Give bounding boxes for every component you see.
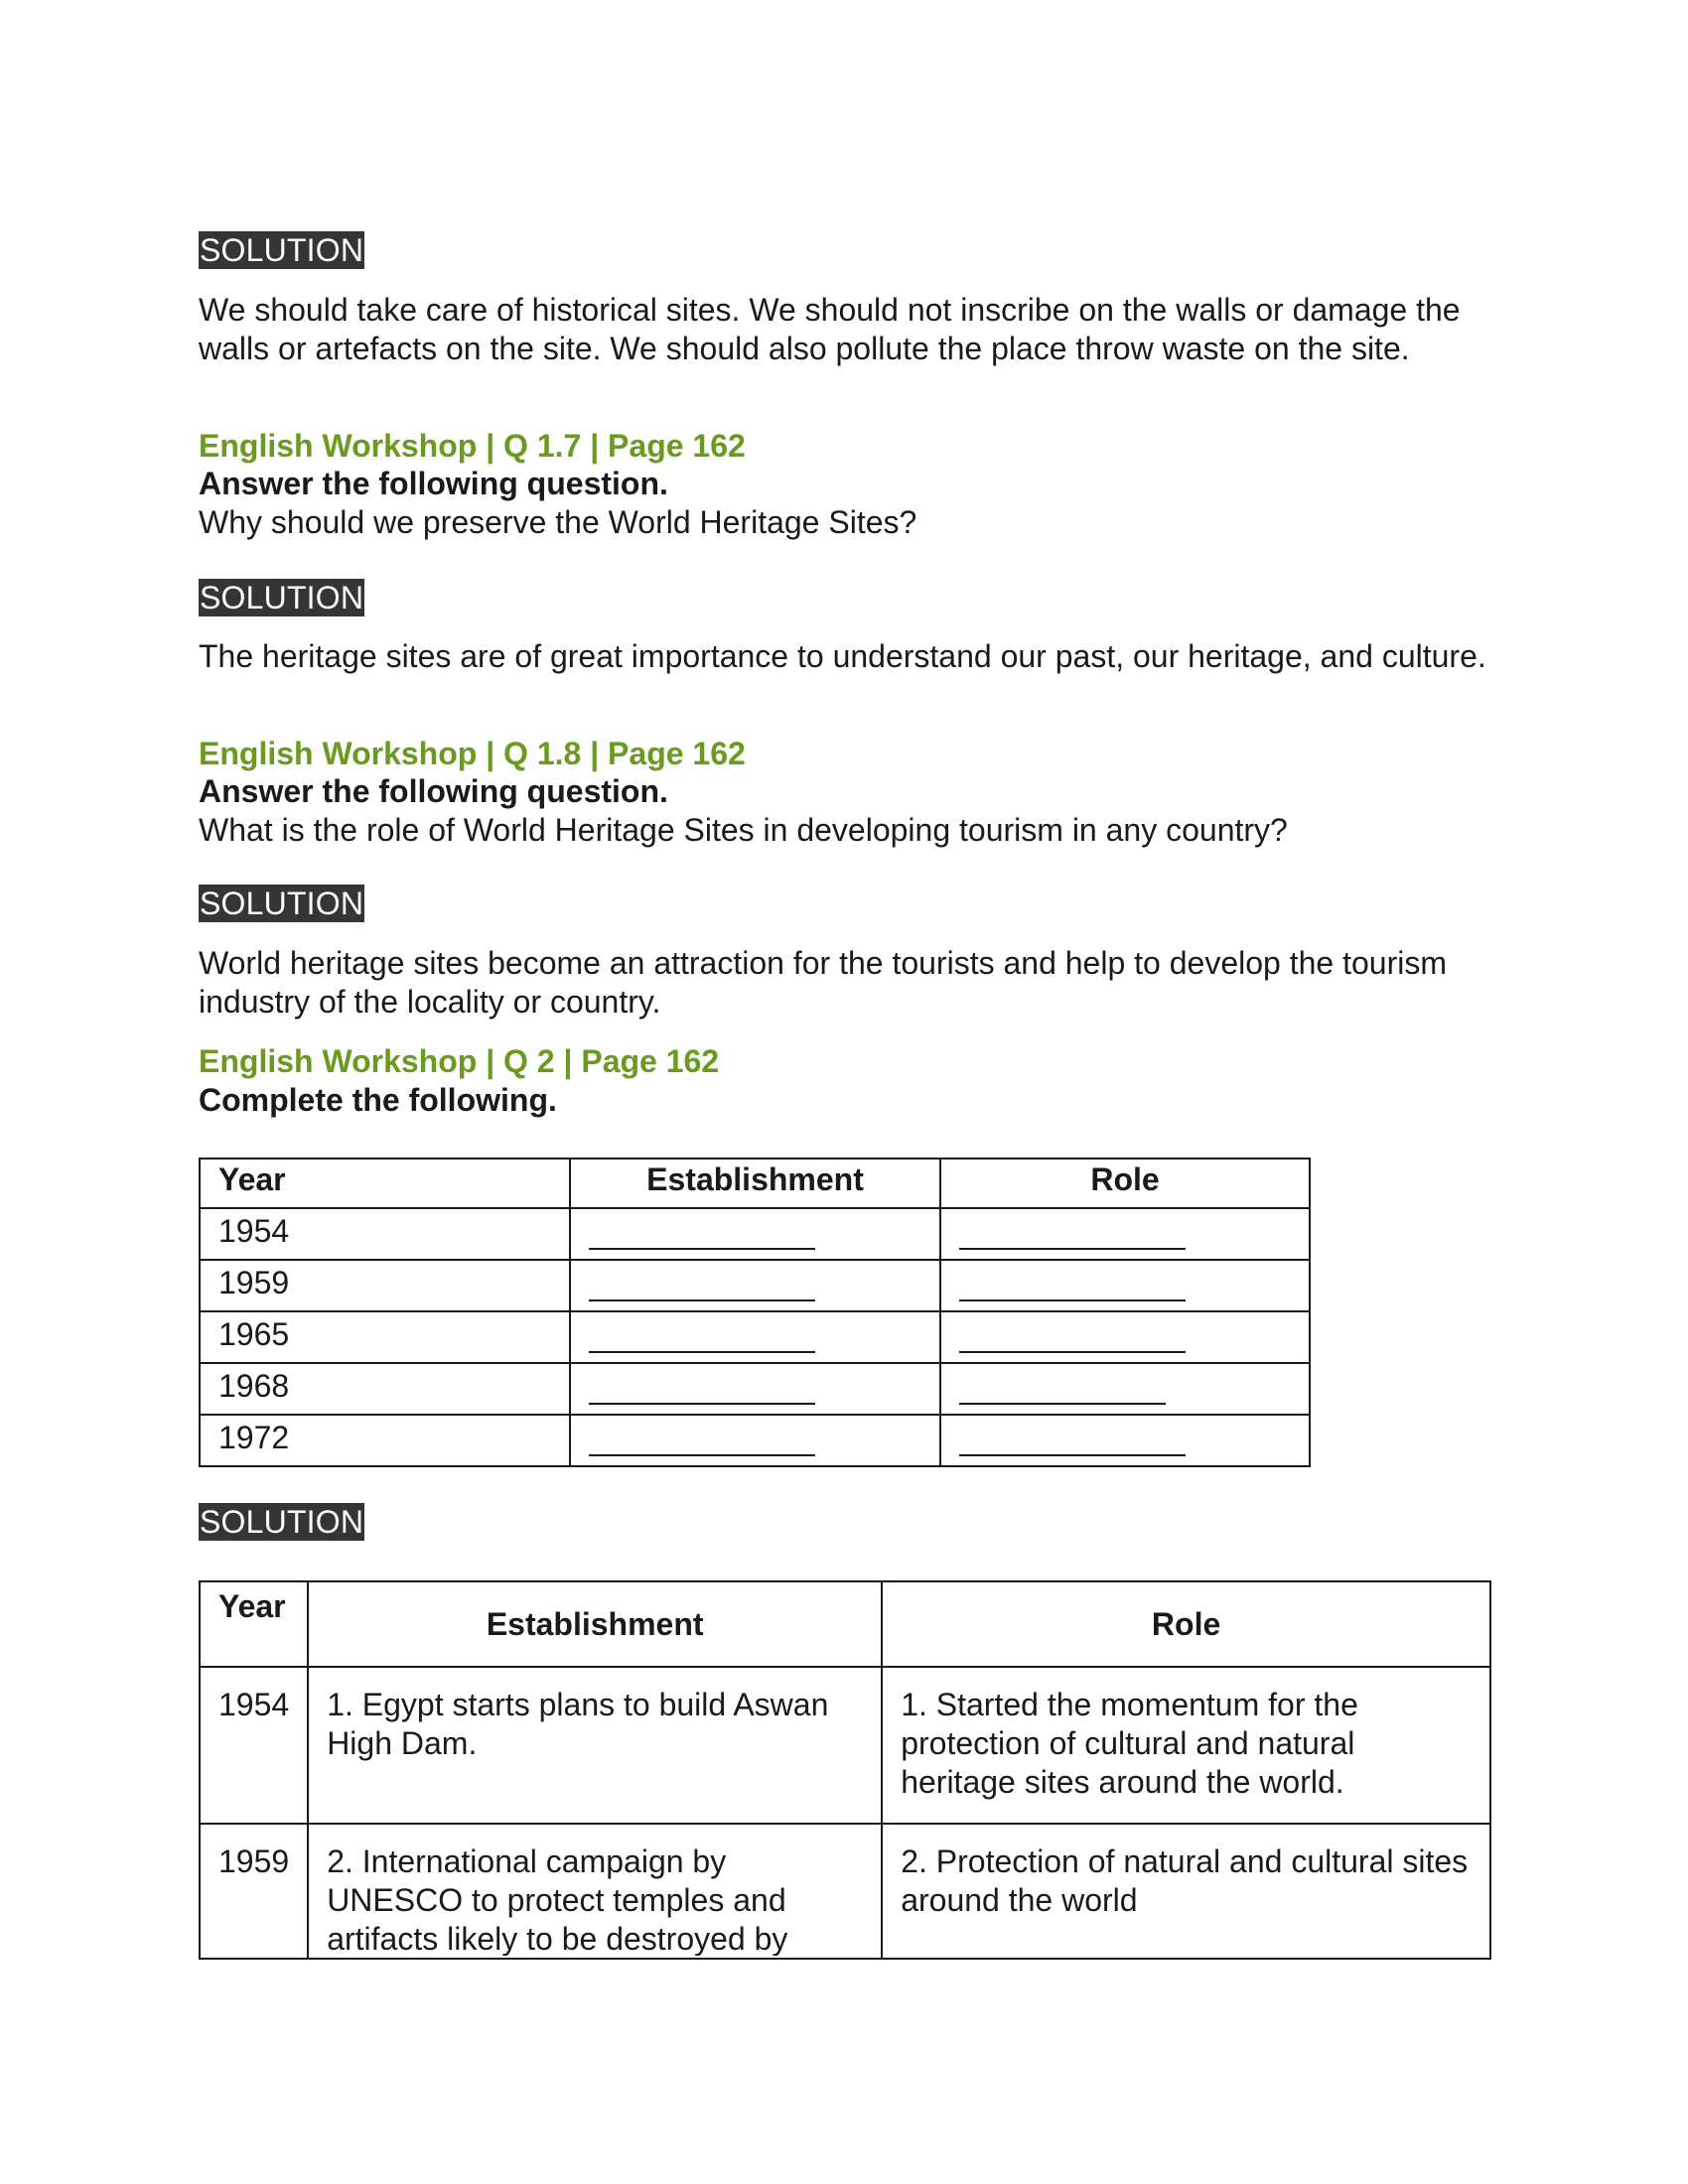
column-header-year: Year [200,1159,570,1208]
solution-badge: SOLUTION [200,580,364,615]
question-text: Why should we preserve the World Heritage Sites? [199,504,917,540]
fill-blank [959,1425,1186,1456]
blank-cell [940,1415,1310,1466]
establishment-cell [308,1824,882,1959]
question-header: English Workshop | Q 2 | Page 162 [199,1043,720,1079]
fill-blank [959,1270,1186,1301]
answer-table [199,1580,1491,1960]
role-cell [882,1824,1490,1959]
year-cell: 1954 [200,1667,308,1824]
blank-cell [940,1363,1310,1415]
year-cell [200,1824,308,1959]
blank-cell [940,1311,1310,1363]
fill-blank [589,1425,815,1456]
blank-cell [940,1208,1310,1260]
fill-blank [959,1373,1166,1405]
table-row [200,1415,1310,1466]
column-header-role: Role [882,1581,1490,1667]
column-header-year: Year [200,1581,308,1667]
blank-cell [940,1260,1310,1311]
table-header-row [200,1159,1310,1208]
table-row [200,1208,1310,1260]
question-instruction: Answer the following question. [199,466,668,501]
fill-blank [589,1321,815,1353]
fill-blank [589,1270,815,1301]
blank-cell [570,1208,940,1260]
year-text: 1959 [218,1843,290,1879]
solution-text: We should take care of historical sites. We should not inscribe on the walls or damage the walls or artefacts on the site. We should also pollute the place throw waste on the site. [199,292,1461,366]
solution-badge: SOLUTION [200,232,364,268]
fill-blank [959,1321,1186,1353]
role-text: 2. Protection of natural and cultural sites around the world [901,1843,1469,1918]
column-header-establishment: Establishment [570,1159,940,1208]
year-cell: 1954 [200,1208,570,1260]
solution-text: World heritage sites become an attraction for the tourists and help to develop the tourism industry of the locality or country. [199,945,1447,1020]
solution-badge: SOLUTION [200,1504,364,1540]
fill-blank [589,1218,815,1250]
solution-text: The heritage sites are of great importance to understand our past, our heritage, and culture. [199,638,1486,674]
fill-blank [959,1218,1186,1250]
question-table [199,1158,1311,1467]
year-cell: 1972 [200,1415,570,1466]
solution-badge: SOLUTION [200,886,364,921]
table-row [200,1311,1310,1363]
column-header-establishment: Establishment [308,1581,882,1667]
year-cell: 1968 [200,1363,570,1415]
blank-cell [570,1260,940,1311]
fill-blank [589,1373,815,1405]
question-instruction: Answer the following question. [199,773,668,809]
question-instruction: Complete the following. [199,1082,557,1118]
question-text: What is the role of World Heritage Sites in developing tourism in any country? [199,812,1288,848]
establishment-cell: 1. Egypt starts plans to build Aswan High Dam. [308,1667,882,1824]
year-cell: 1965 [200,1311,570,1363]
table-row [200,1824,1490,1959]
table-row [200,1260,1310,1311]
table-row [200,1363,1310,1415]
question-header: English Workshop | Q 1.8 | Page 162 [199,736,746,771]
blank-cell [570,1363,940,1415]
role-cell: 1. Started the momentum for the protection of cultural and natural heritage sites around the world. [882,1667,1490,1824]
establishment-text: 2. International campaign by UNESCO to protect temples and artifacts likely to be destroyed by [327,1843,788,1956]
column-header-role: Role [940,1159,1310,1208]
table-header-row [200,1581,1490,1667]
question-header: English Workshop | Q 1.7 | Page 162 [199,428,746,464]
blank-cell [570,1415,940,1466]
year-cell: 1959 [200,1260,570,1311]
table-row [200,1667,1490,1824]
blank-cell [570,1311,940,1363]
